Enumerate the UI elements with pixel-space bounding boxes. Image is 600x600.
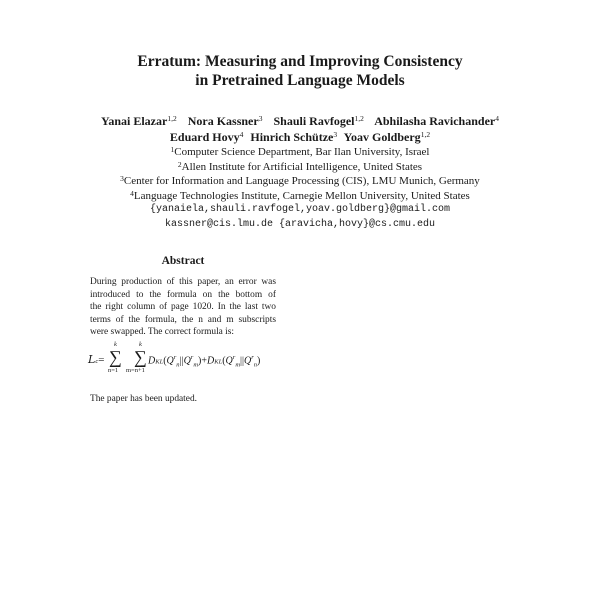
formula-lhs: Lc= bbox=[88, 353, 105, 366]
abstract-line: the right column of page 1020. In the last two bbox=[90, 302, 276, 313]
sum1-lower: n=1 bbox=[108, 367, 119, 374]
abstract-line: During production of this paper, an error was bbox=[90, 277, 276, 287]
sum2-lower: m=n+1 bbox=[126, 367, 145, 374]
abstract-line: terms of the formula, the n and m subscripts bbox=[90, 314, 276, 325]
title-line-1: Erratum: Measuring and Improving Consistency bbox=[137, 53, 463, 70]
sum1-upper: k bbox=[114, 341, 117, 348]
author: Hinrich Schütze$^3$ bbox=[250, 130, 338, 144]
affiliation: $^1$Computer Science Department, Bar Ilan University, Israel bbox=[170, 145, 430, 158]
affiliation: $^3$Center for Information and Language Processing (CIS), LMU Munich, Germany bbox=[120, 174, 480, 187]
formula-terms: $DKL(Q^r_n||Q^r_m)+DKL(Q^r_m||Q^r_n)$ bbox=[148, 354, 261, 369]
author: Eduard Hovy$^4$ bbox=[169, 130, 244, 144]
author: Yanai Elazar$^{1,2}$ bbox=[101, 114, 177, 128]
sum2-symbol: ∑ bbox=[134, 347, 147, 367]
email-line-2: kassner@cis.lmu.de {aravicha,hovy}@cs.cmu.edu bbox=[164, 218, 436, 230]
author: Shauli Ravfogel$^{1,2}$ bbox=[273, 114, 364, 128]
update-note: The paper has been updated. bbox=[90, 394, 197, 404]
sum2-upper: k bbox=[139, 341, 142, 348]
author: Yoav Goldberg$^{1,2}$ bbox=[343, 130, 431, 144]
correct-formula bbox=[88, 340, 328, 380]
affiliation: $^4$Language Technologies Institute, Carnegie Mellon University, United States bbox=[130, 188, 470, 202]
abstract-line: introduced to the formula on the bottom of bbox=[90, 289, 276, 300]
affiliation: $^2$Allen Institute for Artificial Intelligence, United States bbox=[177, 159, 423, 173]
author: Nora Kassner$^3$ bbox=[187, 114, 263, 128]
abstract-heading: Abstract bbox=[161, 255, 205, 267]
email-line-1: {yanaiela,shauli.ravfogel,yoav.goldberg}@gmail.com bbox=[149, 204, 451, 215]
author: Abhilasha Ravichander$^4$ bbox=[374, 114, 499, 128]
sum1-symbol: ∑ bbox=[109, 347, 122, 367]
author-list bbox=[0, 113, 600, 145]
paper-title bbox=[0, 52, 600, 90]
abstract-line: were swapped. The correct formula is: bbox=[90, 327, 235, 338]
title-line-2: in Pretrained Language Models bbox=[195, 72, 405, 89]
abstract-body bbox=[90, 276, 276, 339]
affiliation-list bbox=[0, 145, 600, 232]
